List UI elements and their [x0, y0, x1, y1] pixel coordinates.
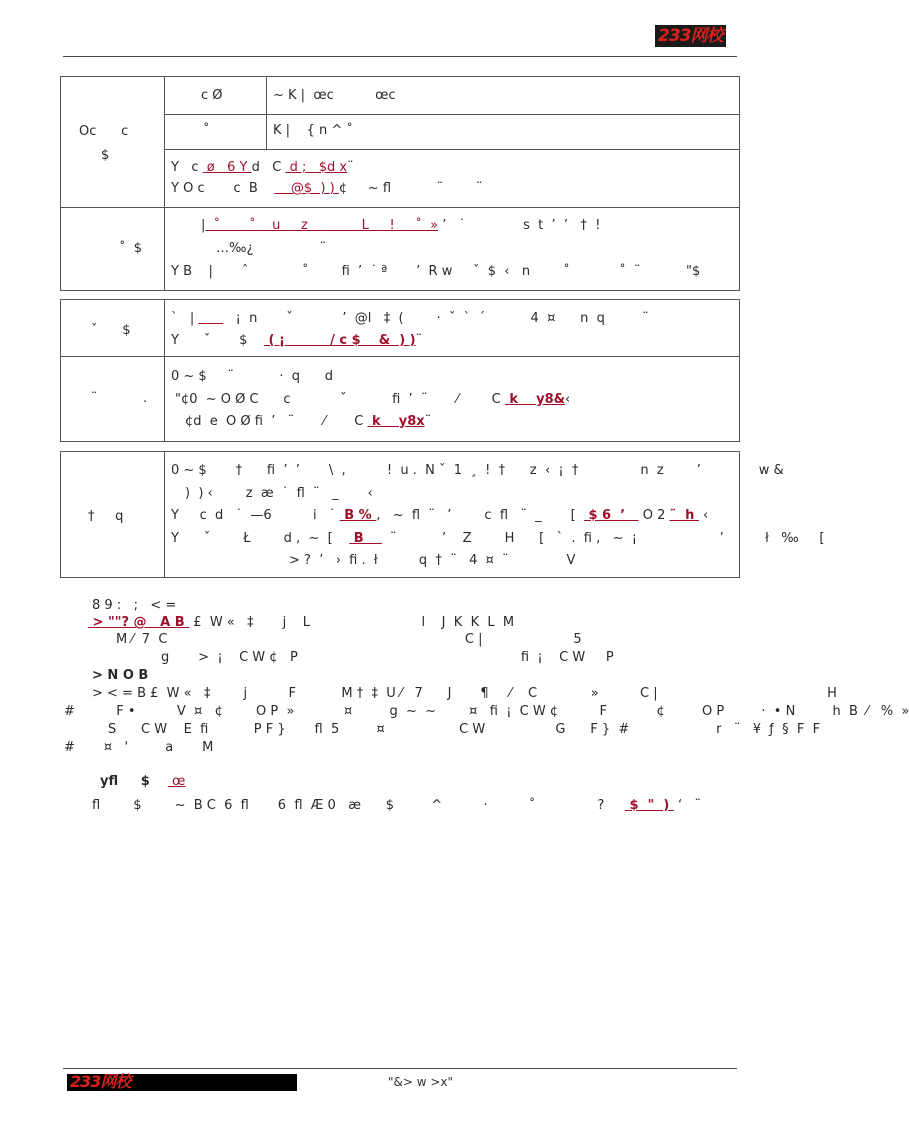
table1-r4-line1: | ˚ ˚ u z L ! ˚ » ’ ˙ s t ’ ’ † !	[201, 218, 601, 233]
table1-r4-left: ˚ $	[119, 241, 143, 256]
table1-r4-line3: Y B | ˆ ˚ fi ’ ˙ ª ’ R w ˇ $ ‹ n ˚ ˚ ¨ "$	[171, 264, 701, 279]
body-line-7: # F • V ¤ ¢ O P » ¤ g ~ ~ ¤ fi ¡ C W ¢ F ¢ O P · • N h B ⁄ % »	[64, 704, 909, 719]
table2-r1-line1: ` | ¡ n ˇ ’ @l ‡ ( · ˇ ` ´ 4 ¤ n q ¨	[171, 311, 649, 326]
table3-line2: ) ) ‹ z æ ˙ fl ¨ _ ‹	[185, 486, 373, 501]
footer-logo: 233网校	[70, 1072, 131, 1091]
body-line-6: > < = B £ W « ‡ j F M † ‡ U ⁄ 7 J ¶ ⁄ C » C | H	[92, 686, 837, 701]
body-line-11: fl $ ~ B C 6 fl 6 fl Æ 0 æ $ ^ · ˚ ? $ " ) ‘ ¨	[92, 798, 702, 813]
table1-r4-line2: …‰¿ ¨	[216, 241, 326, 256]
table2-r2-line2: "¢0 ~ O Ø C c ˇ fi ’ ¨ ⁄ C k y8&‹	[175, 392, 571, 407]
table-3	[60, 451, 825, 578]
body-line-1: 8 9 : ; < =	[92, 598, 177, 613]
body-line-10: yfl $ œ	[100, 774, 186, 789]
table3-left: † q	[88, 509, 124, 524]
body-line-2: > ""? @ A B £ W « ‡ j L l J K K L M	[88, 615, 515, 630]
table1-left-line2: $	[101, 148, 110, 163]
table3-line1: 0 ~ $ † fi ’ ’ \ , ! u . N ˇ 1 ¸ ! † z ‹ ¡ † n z ’ w &	[171, 463, 784, 478]
table1-r3-line2: Y O c c B @$ ) ) ¢ ~ fl ¨ ¨	[171, 181, 483, 196]
body-line-4: g > ¡ C W ¢ P fi ¡ C W P	[161, 650, 614, 665]
body-line-3: M ⁄ 7 C C | 5	[116, 632, 582, 647]
table1-r2-right: K | { n ^ ˚	[273, 123, 353, 138]
table2-r2-line3: ¢d e O Ø fi ’ ¨ ⁄ C k y8x¨	[185, 414, 432, 429]
table-2	[60, 299, 740, 442]
table3-line5: > ? ’ › fi . ł q † ¨ 4 ¤ ¨ V	[289, 553, 576, 568]
table-1	[60, 76, 740, 291]
table1-r1-right: ~ K | œc œc	[273, 88, 396, 103]
body-line-9: # ¤ ' a M	[64, 740, 214, 755]
table1-left-line1: Oc c	[79, 124, 129, 139]
table1-r2-mid: ˚	[203, 123, 210, 138]
footer-rule	[63, 1068, 737, 1069]
footer-page-number: "&> w >x"	[388, 1075, 454, 1089]
body-line-8: S C W E fi P F } fl 5 ¤ C W G F } # r ¨ ¥ ƒ § F F	[108, 722, 821, 737]
table2-r2-left: ¨ .	[91, 391, 148, 406]
table1-r3-line1: Y c ø 6 Y d C d ; $d x¨	[171, 160, 354, 175]
table2-r1-left: ˇ $	[91, 323, 131, 338]
table3-line3: Y c d ˙ —6 i ˙ B % , ~ fl ¨ ’ c fl ¨ _ [ $ 6 ’ O 2 ˜ h ‹	[171, 508, 709, 523]
table3-line4: Y ˇ Ł d , ~ [ B ¨ ’ Z H [ ` . fi , ~ ¡ ’ ł ‰ [	[171, 531, 825, 546]
table2-r2-line1: 0 ~ $ ¨ · q d	[171, 369, 334, 384]
table2-r1-line2: Y ˇ $ ( ¡ / c $ & ) )¨	[171, 333, 423, 348]
table1-r1-mid: c Ø	[201, 88, 223, 103]
header-rule	[63, 56, 737, 57]
body-line-5: > N O B	[92, 668, 149, 683]
header-logo: 233网校	[655, 25, 726, 47]
